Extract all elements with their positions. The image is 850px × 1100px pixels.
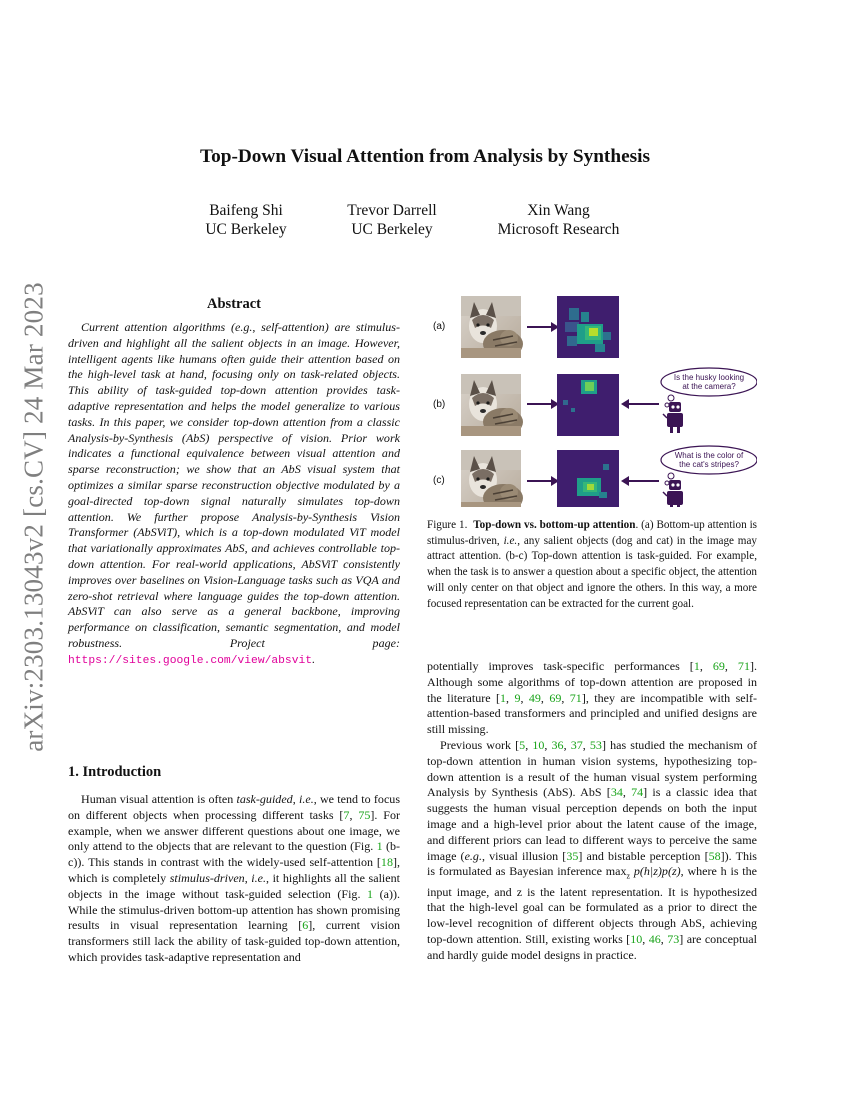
citation-link[interactable]: 37 <box>570 737 583 752</box>
abstract-heading: Abstract <box>207 296 261 312</box>
citation-link[interactable]: 71 <box>569 690 582 705</box>
question-bubble <box>661 368 757 407</box>
abstract-body: Current attention algorithms (e.g., self-attention) are stimulus-driven and highlight all the salient objects in an image. However, intelligent agents like humans often guide their attention based on the high-level task at hand, focusing only on task-related objects. This ability of task-guided top-down attention provides task-adaptive representation and helps the model generalize to various tasks. In this paper, we consider top-down attention from a classic Analysis-by-Synthesis (AbS) perspective of vision. Prior work indicates a functional equivalence between visual attention and sparse reconstruction; we show that an AbS visual system that optimizes a similar sparse reconstruction objective modulated by a goal-directed top-down signal naturally simulates top-down attention. We further propose Analysis-by-Synthesis Vision Transformer (AbSViT), which is a top-down modulated ViT model that variationally approximates AbS, and achieves controllable top-down attention. For real-world applications, AbSViT consistently improves over baselines on Vision-Language tasks such as VQA and zero-shot retrieval where language guides the top-down attention. AbSViT can also serve as a general backbone, improving performance on classification, semantic segmentation, and model robustness. Project page: https://sites.google.com/view/absvit. <box>68 320 400 667</box>
citation-link[interactable]: 46 <box>648 931 661 946</box>
author-affiliation: UC Berkeley <box>205 221 287 238</box>
question-text: the cat's stripes? <box>679 460 739 469</box>
citation-link[interactable]: 18 <box>380 855 393 870</box>
citation-link[interactable]: 1 <box>500 690 507 705</box>
body-paragraph: potentially improves task-specific performances [1, 69, 71]. Although some algorithms of top-down attention are proposed in the literature [1, 9, 49, 69, 71], they are incompatible with self-attention-based transformers and principled and unified designs are still missing. <box>427 659 757 737</box>
citation-link[interactable]: 75 <box>358 807 371 822</box>
question-bubble <box>661 446 757 485</box>
citation-link[interactable]: 6 <box>302 918 309 933</box>
citation-link[interactable]: 69 <box>712 659 725 673</box>
project-page-link[interactable]: https://sites.google.com/view/absvit <box>68 654 313 667</box>
introduction-paragraph: Human visual attention is often task-guided, i.e., we tend to focus on different objects when processing different tasks [7, 75]. For example, when we answer different questions about one image, we only attend to the objects that are relevant to the question (Fig. 1 (b-c)). This stands in contrast with the widely-used self-attention [18], which is completely stimulus-driven, i.e., it highlights all the salient objects in the image without task-guided selection (Fig. 1 (a)). While the stimulus-driven bottom-up attention has shown promising results in visual representation learning [6], current vision transformers still lack the ability of task-guided top-down attention, which provides task-adaptive representation and <box>68 792 401 964</box>
figure-row-label: (c) <box>433 475 445 486</box>
citation-link[interactable]: 58 <box>708 848 721 863</box>
arxiv-identifier: arXiv:2303.13043v2 [cs.CV] 24 Mar 2023 <box>18 282 49 752</box>
right-column-body <box>427 659 757 964</box>
input-image-dog-cat <box>461 296 523 358</box>
question-text: Is the husky looking <box>673 373 745 382</box>
citation-link[interactable]: 53 <box>589 737 602 752</box>
figure-reference-link[interactable]: 1 <box>367 886 374 901</box>
arrow-head-icon <box>621 476 629 486</box>
citation-link[interactable]: 34 <box>610 785 623 800</box>
input-image-dog-cat <box>461 450 523 507</box>
author-name: Trevor Darrell <box>347 202 437 219</box>
question-text: at the camera? <box>682 382 736 391</box>
figure-reference-link[interactable]: 1 <box>376 839 383 854</box>
figure-1-caption: Figure 1. Top-down vs. bottom-up attention. (a) Bottom-up attention is stimulus-driven, i.e., any salient objects (dog and cat) in the image may attract attention. (b-c) Top-down attention is task-guided. For example, when the task is to answer a question about a specific object, the attention will only center on that object and ignore the others. In this way, a more focused representation can be extracted for the current goal. <box>427 519 758 610</box>
citation-link[interactable]: 7 <box>343 807 350 822</box>
citation-link[interactable]: 10 <box>630 931 643 946</box>
body-paragraph: Previous work [5, 10, 36, 37, 53] has studied the mechanism of top-down attention in human vision systems, hypothesizing top-down attention is a result of the human visual system performing Analysis by Synthesis (AbS). AbS [34, 74] is a classic idea that suggests the human visual perception depends on both the input image and a high-level prior about the latent cause of the image, and different priors can lead to different ways to perceive the same image (e.g., visual illusion [35] and bistable perception [58]). This is formulated as Bayesian inference $\max_z p(h|z)p(z)$, where h is the input image, and z is the latent representation. It is hypothesized that the high-level goal can be formulated as a prior to direct the low-level recognition of different objects through AbS, achieving top-down attention. Still, existing works [10, 46, 73] are conceptual and hardly guide model designs in practice. <box>427 737 758 962</box>
arrow-head-icon <box>621 399 629 409</box>
paper-title: Top-Down Visual Attention from Analysis by Synthesis <box>199 146 650 167</box>
author-name: Xin Wang <box>527 202 590 219</box>
citation-link[interactable]: 10 <box>532 737 545 752</box>
citation-link[interactable]: 69 <box>549 690 562 705</box>
citation-link[interactable]: 36 <box>551 737 564 752</box>
figure-row-label: (a) <box>433 321 446 332</box>
question-text: What is the color of <box>674 451 744 460</box>
input-image-dog-cat <box>461 374 523 436</box>
citation-link[interactable]: 9 <box>514 690 521 705</box>
author-affiliation: UC Berkeley <box>351 221 433 238</box>
citation-link[interactable]: 5 <box>519 737 526 752</box>
section-heading-introduction: 1. Introduction <box>68 764 162 780</box>
author-block <box>322 201 462 239</box>
citation-link[interactable]: 74 <box>631 785 644 800</box>
attention-map-bottom-up <box>557 296 619 358</box>
author-block <box>185 201 307 239</box>
citation-link[interactable]: 73 <box>667 931 680 946</box>
author-name: Baifeng Shi <box>209 202 283 219</box>
figure-1-graphic <box>427 292 757 507</box>
citation-link[interactable]: 49 <box>528 690 541 705</box>
attention-map-top-down-dog <box>557 374 619 436</box>
figure-row-label: (b) <box>433 399 446 410</box>
citation-link[interactable]: 35 <box>566 848 579 863</box>
figure-1 <box>427 292 757 507</box>
citation-link[interactable]: 71 <box>737 659 750 673</box>
attention-map-top-down-cat <box>557 450 619 507</box>
author-affiliation: Microsoft Research <box>497 221 620 238</box>
citation-link[interactable]: 1 <box>693 659 700 673</box>
author-block <box>476 201 641 239</box>
